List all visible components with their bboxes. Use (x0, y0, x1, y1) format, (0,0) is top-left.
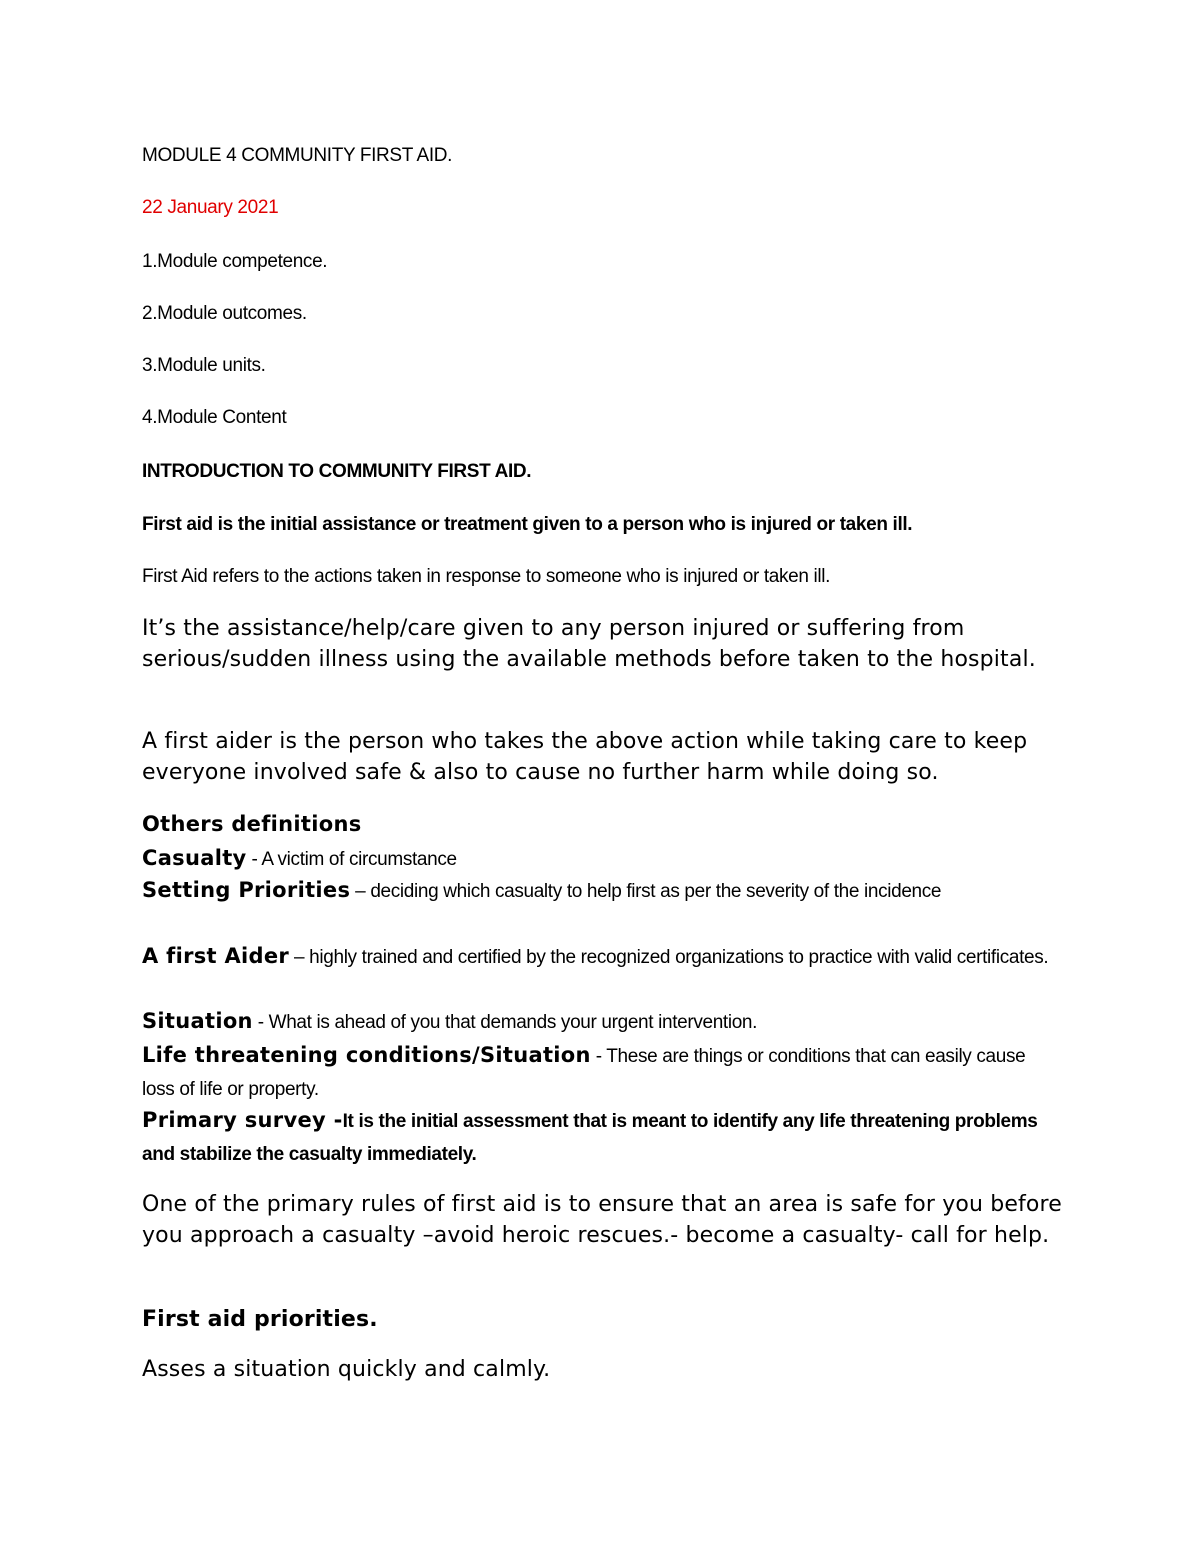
intro-line: First Aid refers to the actions taken in response to someone who is injured or taken ill. (142, 566, 831, 587)
definitions-heading: Others definitions (142, 812, 362, 836)
definition-text: - These are things or conditions that can easily cause loss of life or property. (142, 1046, 1026, 1100)
outline-item: 1.Module competence. (142, 251, 328, 272)
paragraph-first-aider: A first aider is the person who takes the above action while taking care to keep everyone involved safe & also to cause no further harm while doing so. (142, 729, 1028, 785)
definition-term: Primary survey - (142, 1108, 343, 1132)
definition-primary-survey (142, 1104, 1057, 1172)
paragraph-safety-rule: One of the primary rules of first aid is to ensure that an area is safe for you before you approach a casualty –avoid heroic rescues.- become a casualty- call for help. (142, 1192, 1062, 1248)
definition-text: It is the initial assessment that is meant to identify any life threatening problems and stabilize the casualty immediately. (142, 1111, 1038, 1165)
definition-life-threatening (142, 1039, 1057, 1107)
intro-heading: INTRODUCTION TO COMMUNITY FIRST AID. (142, 461, 532, 482)
priorities-line: Asses a situation quickly and calmly. (142, 1357, 551, 1382)
definition-situation (142, 1005, 1057, 1040)
definition-setting-priorities (142, 874, 1057, 909)
definition-text: – deciding which casualty to help first as per the severity of the incidence (350, 881, 942, 902)
outline-item: 2.Module outcomes. (142, 303, 307, 324)
definition-text: – highly trained and certified by the recognized organizations to practice with valid certificates. (289, 947, 1049, 968)
definition-text: - A victim of circumstance (246, 849, 457, 870)
definition-first-aider (142, 940, 1057, 975)
intro-bold-line: First aid is the initial assistance or treatment given to a person who is injured or taken ill. (142, 514, 913, 535)
definition-term: A first Aider (142, 944, 290, 968)
definition-term: Life threatening conditions/Situation (142, 1043, 591, 1067)
definition-casualty (142, 842, 1057, 877)
definition-term: Situation (142, 1009, 253, 1033)
outline-item: 3.Module units. (142, 355, 266, 376)
definition-term: Casualty (142, 846, 247, 870)
definition-term: Setting Priorities (142, 878, 351, 902)
outline-item: 4.Module Content (142, 407, 287, 428)
document-date: 22 January 2021 (142, 197, 279, 218)
document-title: MODULE 4 COMMUNITY FIRST AID. (142, 145, 453, 166)
paragraph-definition: It’s the assistance/help/care given to any person injured or suffering from serious/sudden illness using the available methods before taken to the hospital. (142, 616, 1036, 672)
definition-text: - What is ahead of you that demands your urgent intervention. (252, 1012, 758, 1033)
priorities-heading: First aid priorities. (142, 1307, 378, 1332)
